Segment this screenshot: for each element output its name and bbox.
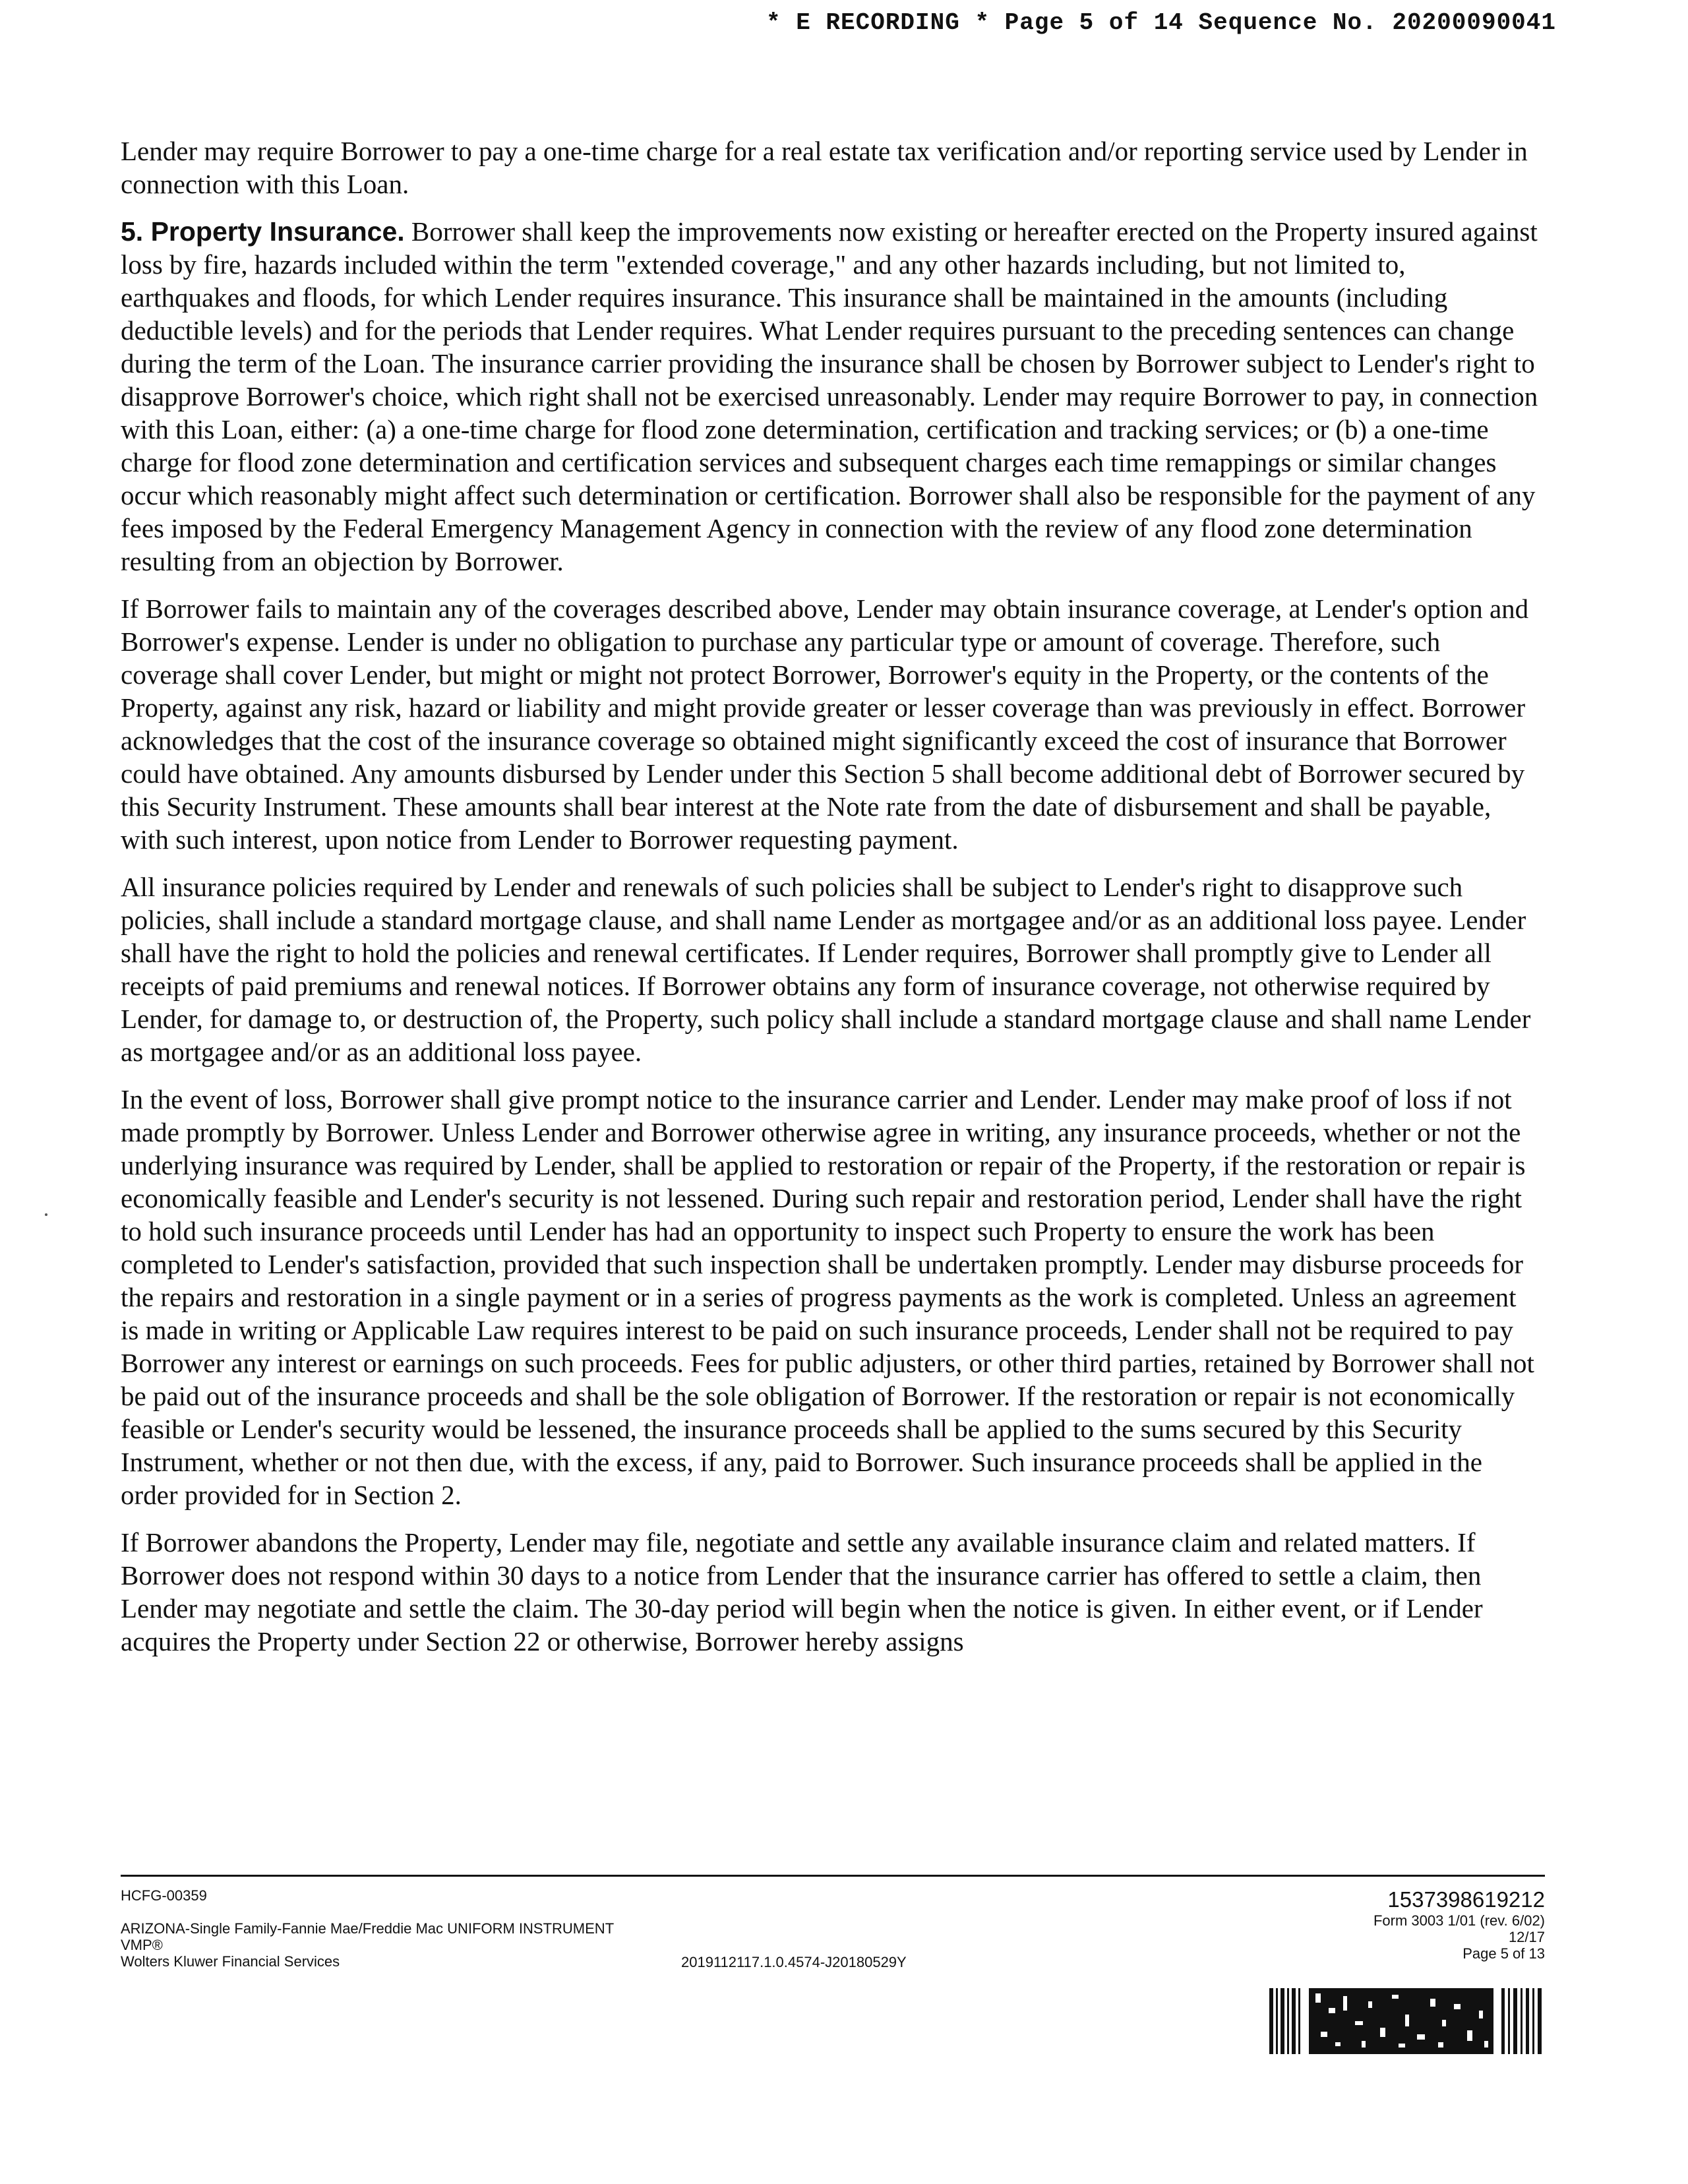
document-body <box>121 135 1538 1672</box>
section-5-paragraph-4: In the event of loss, Borrower shall give prompt notice to the insurance carrier and Lender. Lender may make proof of loss if not made promptly by Borrower. Unless Lender and Borrower otherwise agree in writing, any insurance proceeds, whether or not the underlying insurance was required by Lender, shall be applied to restoration or repair of the Property, if the restoration or repair is economically feasible and Lender's security is not lessened. During such repair and restoration period, Lender shall have the right to hold such insurance proceeds until Lender has had an opportunity to inspect such Property to ensure the work has been completed to Lender's satisfaction, provided that such inspection shall be undertaken promptly. Lender may disburse proceeds for the repairs and restoration in a single payment or in a series of progress payments as the work is completed. Unless an agreement is made in writing or Applicable Law requires interest to be paid on such insurance proceeds, Lender shall not be required to pay Borrower any interest or earnings on such proceeds. Fees for public adjusters, or other third parties, retained by Borrower shall not be paid out of the insurance proceeds and shall be the sole obligation of Borrower. If the restoration or repair is not economically feasible or Lender's security would be lessened, the insurance proceeds shall be applied to the sums secured by this Security Instrument, whether or not then due, with the excess, if any, paid to Borrower. Such insurance proceeds shall be applied in the order provided for in Section 2. <box>121 1084 1534 1510</box>
footer-divider <box>121 1875 1545 1877</box>
section-5-paragraph-1-text: Borrower shall keep the improvements now existing or hereafter erected on the Property insured against loss by fire, hazards included within the term "extended coverage," and any other hazards including, but not limited to, earthquakes and floods, for which Lender requires insurance. This insurance shall be maintained in the amounts (including deductible levels) and for the periods that Lender requires. What Lender requires pursuant to the preceding sentences can change during the term of the Loan. The insurance carrier providing the insurance shall be chosen by Borrower subject to Lender's right to disapprove Borrower's choice, which right shall not be exercised unreasonably. Lender may require Borrower to pay, in connection with this Loan, either: (a) a one-time charge for flood zone determination, certification and tracking services; or (b) a one-time charge for flood zone determination and certification services and subsequent charges each time remappings or similar changes occur which reasonably might affect such determination or certification. Borrower shall also be responsible for the payment of any fees imposed by the Federal Emergency Management Agency in connection with the review of any flood zone determination resulting from an objection by Borrower. <box>121 216 1538 576</box>
publisher-name: Wolters Kluwer Financial Services <box>121 1953 340 1970</box>
form-title: ARIZONA-Single Family-Fannie Mae/Freddie Mac UNIFORM INSTRUMENT <box>121 1920 615 1937</box>
recording-header: * E RECORDING * Page 5 of 14 Sequence No. 20200090041 <box>766 9 1556 36</box>
form-code: HCFG-00359 <box>121 1887 207 1904</box>
section-5-paragraph-1 <box>121 215 1538 578</box>
document-id: 2019112117.1.0.4574-J20180529Y <box>681 1954 907 1970</box>
barcode-icon <box>1269 1988 1546 2054</box>
form-number: Form 3003 1/01 (rev. 6/02) <box>1373 1912 1545 1929</box>
page-label: Page 5 of 13 <box>1462 1945 1545 1962</box>
vendor-mark: VMP® <box>121 1937 163 1953</box>
section-5-paragraph-5: If Borrower abandons the Property, Lender may file, negotiate and settle any available insurance claim and related matters. If Borrower does not respond within 30 days to a notice from Lender that the insurance carrier has offered to settle a claim, then Lender may negotiate and settle the claim. The 30-day period will begin when the notice is given. In either event, or if Lender acquires the Property under Section 22 or otherwise, Borrower hereby assigns <box>121 1527 1483 1656</box>
paragraph-intro: Lender may require Borrower to pay a one-time charge for a real estate tax verification and/or reporting service used by Lender in connection with this Loan. <box>121 136 1528 199</box>
footer-spacer <box>121 1904 614 1920</box>
scan-speck <box>45 1213 47 1216</box>
footer-left <box>121 1887 614 1970</box>
form-date: 12/17 <box>1508 1929 1545 1945</box>
footer-right <box>1373 1887 1545 1962</box>
section-5-paragraph-3: All insurance policies required by Lender and renewals of such policies shall be subject to Lender's right to disapprove such policies, shall include a standard mortgage clause, and shall name Lender as mortgagee and/or as an additional loss payee. Lender shall have the right to hold the policies and renewal certificates. If Lender requires, Borrower shall promptly give to Lender all receipts of paid premiums and renewal notices. If Borrower obtains any form of insurance coverage, not otherwise required by Lender, for damage to, or destruction of, the Property, such policy shall include a standard mortgage clause and shall name Lender as mortgagee and/or as an additional loss payee. <box>121 872 1531 1067</box>
section-heading: 5. Property Insurance. <box>121 216 405 247</box>
section-5-paragraph-2: If Borrower fails to maintain any of the coverages described above, Lender may obtain insurance coverage, at Lender's option and Borrower's expense. Lender is under no obligation to purchase any particular type or amount of coverage. Therefore, such coverage shall cover Lender, but might or might not protect Borrower, Borrower's equity in the Property, or the contents of the Property, against any risk, hazard or liability and might provide greater or lesser coverage than was previously in effect. Borrower acknowledges that the cost of the insurance coverage so obtained might significantly exceed the cost of insurance that Borrower could have obtained. Any amounts disbursed by Lender under this Section 5 shall become additional debt of Borrower secured by this Security Instrument. These amounts shall bear interest at the Note rate from the date of disbursement and shall be payable, with such interest, upon notice from Lender to Borrower requesting payment. <box>121 593 1529 855</box>
loan-number: 1537398619212 <box>1387 1887 1545 1912</box>
